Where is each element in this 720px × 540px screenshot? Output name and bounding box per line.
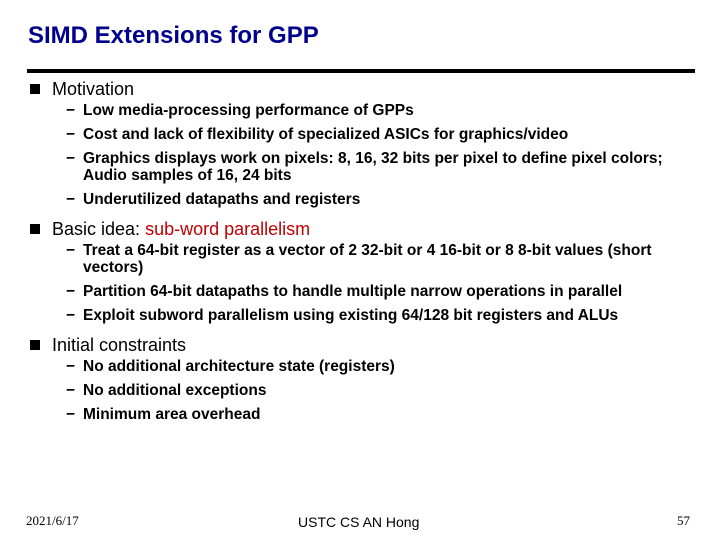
square-bullet-icon [30, 340, 40, 350]
dash-bullet-icon: − [66, 242, 76, 259]
list-item: − No additional exceptions [66, 382, 267, 399]
list-item: − Cost and lack of flexibility of specialized ASICs for graphics/video [66, 126, 569, 143]
list-item: − Underutilized datapaths and registers [66, 191, 361, 208]
heading-highlight: sub-word parallelism [145, 219, 311, 239]
slide-title: SIMD Extensions for GPP [28, 22, 319, 49]
list-item: − Exploit subword parallelism using existing 64/128 bit registers and ALUs [66, 307, 619, 324]
dash-bullet-icon: − [66, 283, 76, 300]
section-heading: Motivation [52, 79, 135, 99]
dash-bullet-icon: − [66, 150, 76, 167]
slide-content [30, 78, 700, 430]
title-divider [27, 69, 695, 73]
section-motivation [30, 78, 700, 208]
square-bullet-icon [30, 224, 40, 234]
footer-date: 2021/6/17 [26, 513, 79, 528]
section-basic-idea [30, 218, 700, 324]
list-item: − Low media-processing performance of GPPs [66, 102, 414, 119]
list-item: − No additional architecture state (registers) [66, 358, 395, 375]
dash-bullet-icon: − [66, 102, 76, 119]
list-item: − Treat a 64-bit register as a vector of 2 32-bit or 4 16-bit or 8 8-bit values (short vectors) [66, 242, 652, 276]
square-bullet-icon [30, 84, 40, 94]
dash-bullet-icon: − [66, 191, 76, 208]
list-item: − Graphics displays work on pixels: 8, 16, 32 bits per pixel to define pixel colors; Audio samples of 16, 24 bits [66, 150, 663, 184]
list-item: − Minimum area overhead [66, 406, 261, 423]
section-initial-constraints [30, 334, 700, 423]
dash-bullet-icon: − [66, 358, 76, 375]
dash-bullet-icon: − [66, 382, 76, 399]
section-heading: Basic idea: sub-word parallelism [52, 219, 311, 239]
page-number: 57 [677, 513, 690, 528]
list-item: − Partition 64-bit datapaths to handle multiple narrow operations in parallel [66, 283, 623, 300]
sub-list [30, 102, 700, 208]
dash-bullet-icon: − [66, 307, 76, 324]
sub-list [30, 242, 700, 324]
dash-bullet-icon: − [66, 406, 76, 423]
sub-list [30, 358, 700, 423]
dash-bullet-icon: − [66, 126, 76, 143]
footer-author: USTC CS AN Hong [298, 514, 420, 530]
section-heading: Initial constraints [52, 335, 187, 355]
